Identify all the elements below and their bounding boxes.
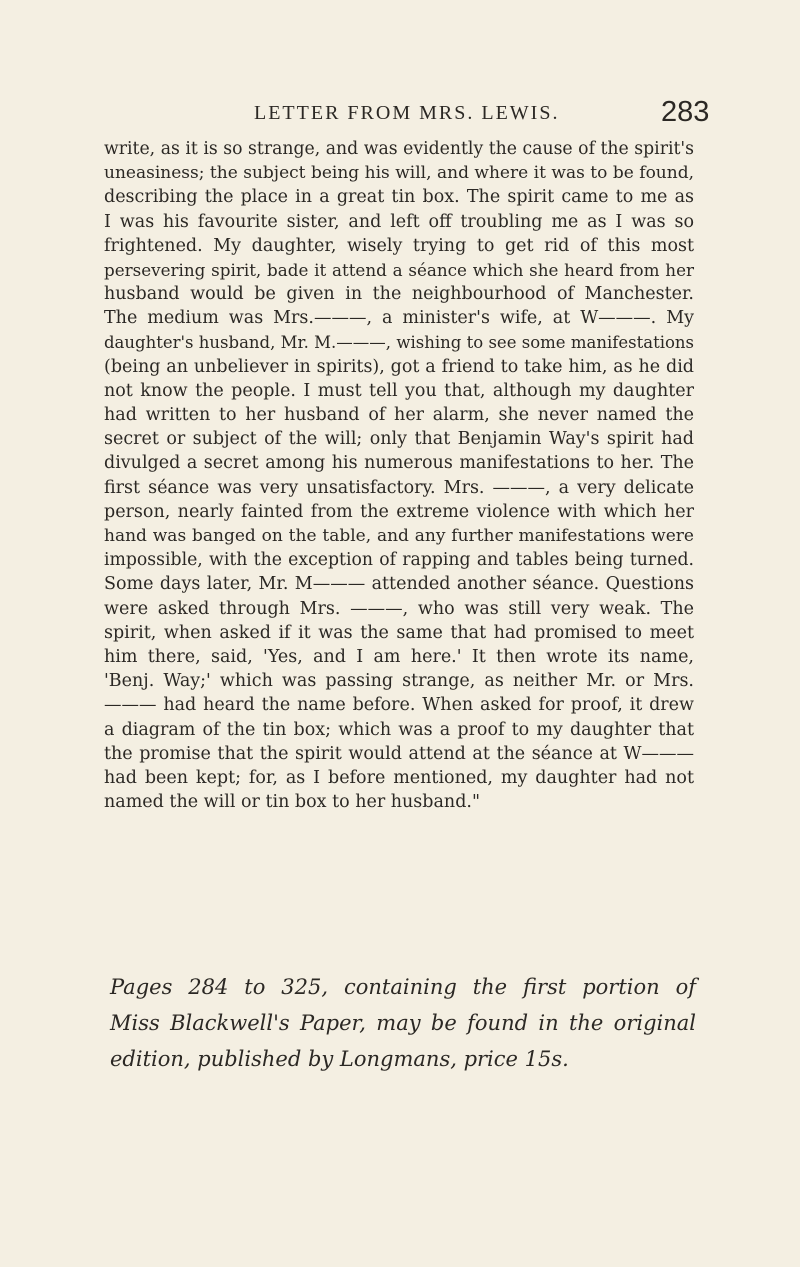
text-line: describing the place in a great tin box. The spirit came to me as: [104, 187, 694, 208]
text-line: person, nearly fainted from the extreme violence with which her: [104, 501, 694, 522]
text-line: were asked through Mrs. ———, who was still very weak. The: [104, 598, 694, 619]
text-line: 'Benj. Way;' which was passing strange, as neither Mr. or Mrs.: [104, 671, 694, 692]
text-line: frightened. My daughter, wisely trying to get rid of this most: [104, 235, 694, 256]
note-line: edition, published by Longmans, price 15s.: [110, 1047, 569, 1071]
text-line: not know the people. I must tell you that, although my daughter: [104, 380, 694, 401]
page-number: 283: [661, 96, 710, 128]
text-line: first séance was very unsatisfactory. Mrs. ———, a very delicate: [104, 477, 694, 498]
text-line: impossible, with the exception of rapping and tables being turned.: [104, 550, 694, 571]
running-title: LETTER FROM MRS. LEWIS.: [254, 102, 560, 124]
text-line: divulged a secret among his numerous manifestations to her. The: [104, 453, 694, 474]
text-line: daughter's husband, Mr. M.———, wishing to see some manifestations: [104, 332, 694, 352]
text-line: write, as it is so strange, and was evidently the cause of the spirit's: [104, 139, 694, 159]
text-line: named the will or tin box to her husband.": [104, 792, 481, 813]
text-line: (being an unbeliever in spirits), got a friend to take him, as he did: [104, 356, 694, 377]
note-line: Miss Blackwell's Paper, may be found in the original: [110, 1011, 696, 1035]
note-line: Pages 284 to 325, containing the first portion of: [110, 975, 696, 999]
text-line: ——— had heard the name before. When asked for proof, it drew: [104, 695, 694, 716]
text-line: had been kept; for, as I before mentioned, my daughter had not: [104, 767, 694, 788]
text-line: The medium was Mrs.———, a minister's wife, at W———. My: [104, 308, 694, 329]
text-line: I was his favourite sister, and left off troubling me as I was so: [104, 211, 694, 232]
text-line: a diagram of the tin box; which was a proof to my daughter that: [104, 719, 694, 740]
text-line: the promise that the spirit would attend at the séance at W———: [104, 743, 694, 764]
text-line: had written to her husband of her alarm, she never named the: [104, 405, 694, 426]
letter-body: [104, 137, 694, 814]
text-line: spirit, when asked if it was the same that had promised to meet: [104, 622, 694, 643]
text-line: husband would be given in the neighbourhood of Manchester.: [104, 284, 694, 305]
text-line: Some days later, Mr. M——— attended another séance. Questions: [104, 574, 694, 595]
edition-note: [110, 969, 696, 1077]
text-line: uneasiness; the subject being his will, and where it was to be found,: [104, 163, 694, 184]
text-line: persevering spirit, bade it attend a séance which she heard from her: [104, 259, 694, 280]
text-line: him there, said, 'Yes, and I am here.' It then wrote its name,: [104, 646, 694, 667]
text-line: secret or subject of the will; only that Benjamin Way's spirit had: [104, 429, 694, 450]
text-line: hand was banged on the table, and any further manifestations were: [104, 526, 694, 546]
running-head: [0, 96, 800, 136]
